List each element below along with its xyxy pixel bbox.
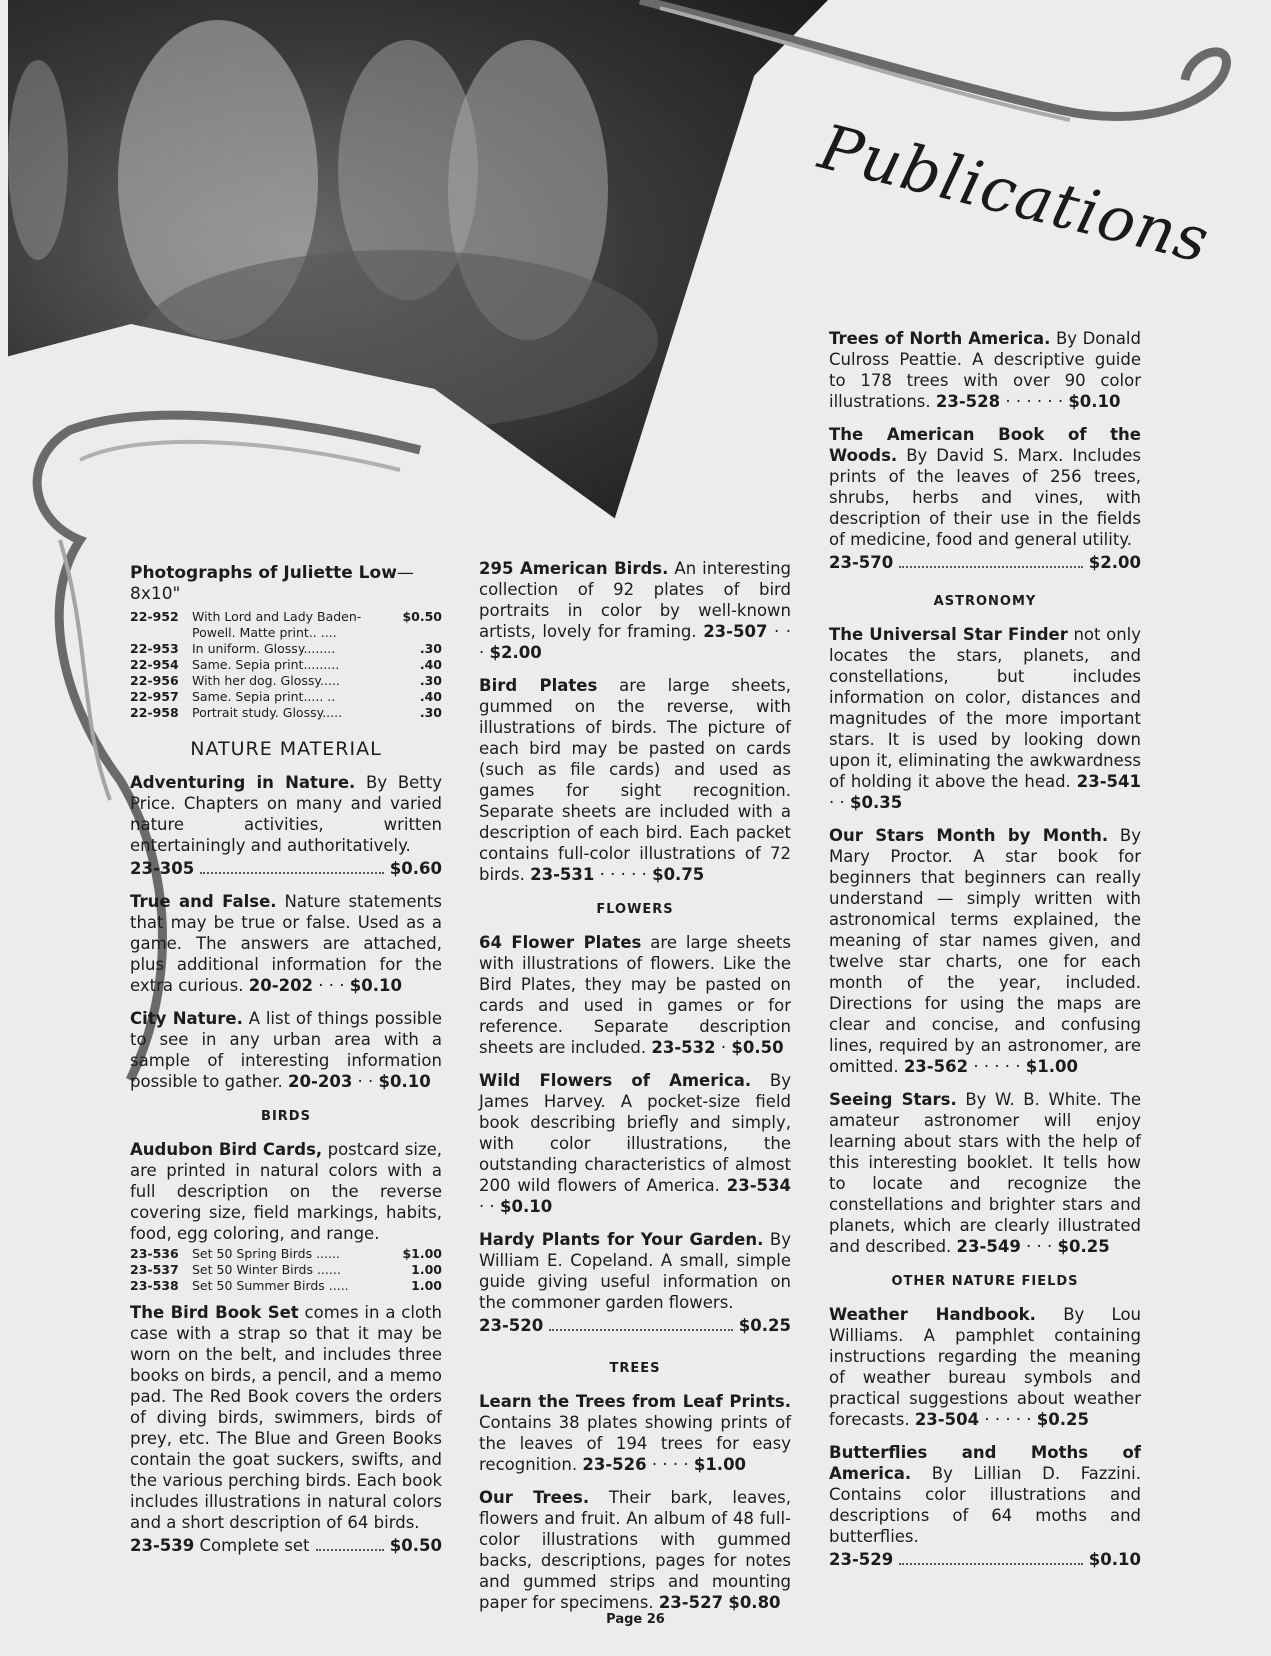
table-row: 22-957 Same. Sepia print..... .. .40 bbox=[130, 689, 442, 704]
column-2 bbox=[479, 558, 791, 1625]
item-american-birds: 295 American Birds. An interesting collection of 92 plates of bird portraits in color by well-known artists, lovely for framing. 23-507 · · · $2.00 bbox=[479, 559, 792, 662]
table-row: 22-958 Portrait study. Glossy..... .30 bbox=[130, 705, 442, 720]
item-bird-book: The Bird Book Set comes in a cloth case with a strap so that it may be worn on the belt, and includes three books on birds, a pencil, and a memo pad. The Red Book covers the orders of diving birds, swimmers, birds of prey, etc. The Blue and Green Books contain the goat suckers, swifts, and the various perching birds. Each book includes illustrations in natural colors and a short description of 64 birds. bbox=[130, 1303, 442, 1532]
page-title: Publications bbox=[812, 110, 1217, 278]
column-1 bbox=[130, 563, 442, 1556]
price-line: 23-520 $0.25 bbox=[479, 1316, 791, 1335]
item-our-trees: Our Trees. Their bark, leaves, flowers and fruit. An album of 48 full-color illustrations with gummed backs, descriptions, pages for notes and gummed strips and mounting paper for specimens. 23-527 $0.80 bbox=[479, 1488, 791, 1612]
item-weather-handbook: Weather Handbook. By Lou Williams. A pamphlet containing instructions regarding the meaning of weather bureau symbols and practical suggestions about weather forecasts. 23-504 · · · · · $0.25 bbox=[829, 1305, 1141, 1429]
table-row: 22-956 With her dog. Glossy..... .30 bbox=[130, 673, 442, 688]
item-trees-north-america: Trees of North America. By Donald Culross Peattie. A descriptive guide to 178 trees with over 90 color illustrations. 23-528 · · · · · · $0.10 bbox=[829, 329, 1141, 411]
table-row: 22-954 Same. Sepia print......... .40 bbox=[130, 657, 442, 672]
table-row: 22-952 With Lord and Lady Baden-Powell. Matte print.. .... $0.50 bbox=[130, 609, 442, 640]
item-star-finder: The Universal Star Finder not only locates the stars, planets, and constellations, but includes information on color, distances and magnitudes of the more important stars. It is used by looking down upon it, eliminating the awkwardness of holding it above the head. 23-541 · · $0.35 bbox=[829, 625, 1142, 812]
table-row: 23-536 Set 50 Spring Birds ...... $1.00 bbox=[130, 1246, 442, 1261]
other-nature-heading: OTHER NATURE FIELDS bbox=[891, 1274, 1079, 1289]
nature-material-heading: NATURE MATERIAL bbox=[190, 738, 382, 760]
price-line: 23-570 $2.00 bbox=[829, 553, 1141, 572]
table-row: 23-537 Set 50 Winter Birds ...... 1.00 bbox=[130, 1262, 442, 1277]
photographs-table bbox=[130, 609, 442, 721]
item-hardy-plants: Hardy Plants for Your Garden. By William E. Copeland. A small, simple guide giving useful information on the commoner garden flowers. bbox=[479, 1230, 791, 1312]
item-leaf-prints: Learn the Trees from Leaf Prints. Contains 38 plates showing prints of the leaves of 194 trees for easy recognition. 23-526 · · · · $1.00 bbox=[479, 1392, 791, 1474]
page-number: Page 26 bbox=[606, 1612, 665, 1627]
column-3 bbox=[829, 328, 1141, 1570]
astronomy-heading: ASTRONOMY bbox=[933, 594, 1037, 609]
flowers-heading: FLOWERS bbox=[596, 902, 674, 917]
table-row: 23-538 Set 50 Summer Birds ..... 1.00 bbox=[130, 1278, 442, 1293]
item-butterflies: Butterflies and Moths of America. By Lillian D. Fazzini. Contains color illustrations and descriptions of 64 moths and butterflies. bbox=[829, 1443, 1141, 1546]
birds-heading: BIRDS bbox=[261, 1109, 311, 1124]
table-row: 22-953 In uniform. Glossy........ .30 bbox=[130, 641, 442, 656]
item-seeing-stars: Seeing Stars. By W. B. White. The amateur astronomer will enjoy learning about stars with the help of this interesting booklet. It tells how to locate and recognize the constellations and brighter stars and planets, which are clearly illustrated and described. 23-549 · · · $0.25 bbox=[829, 1090, 1141, 1256]
price-line: 23-529 $0.10 bbox=[829, 1550, 1141, 1569]
item-flower-plates: 64 Flower Plates are large sheets with illustrations of flowers. Like the Bird Plates, they may be pasted on cards and used in games or for reference. Separate description sheets are included. 23-532 · $0.50 bbox=[479, 933, 791, 1057]
price-line: 23-305 $0.60 bbox=[130, 859, 442, 878]
item-american-book-woods: The American Book of the Woods. By David S. Marx. Includes prints of the leaves of 256 trees, shrubs, herbs and vines, with description of their use in the fields of medicine, food and general utility. bbox=[829, 425, 1142, 549]
item-audubon: Audubon Bird Cards, postcard size, are printed in natural colors with a full description on the reverse covering size, field markings, habits, food, egg coloring, and range. bbox=[130, 1140, 442, 1243]
trees-heading: TREES bbox=[609, 1361, 661, 1376]
item-bird-plates: Bird Plates are large sheets, gummed on the reverse, with illustrations of birds. The picture of each bird may be pasted on cards (such as file cards) and used as games for sight recognition. Separate sheets are included with a description of each bird. Each packet contains full-color illustrations of 72 birds. 23-531 · · · · · $0.75 bbox=[479, 676, 791, 884]
item-true-false: True and False. Nature statements that may be true or false. Used as a game. The answers are attached, plus additional information for the extra curious. 20-202 · · · $0.10 bbox=[130, 892, 443, 995]
item-city-nature: City Nature. A list of things possible to see in any urban area with a sample of interesting information possible to gather. 20-203 · · $0.10 bbox=[130, 1009, 443, 1091]
item-wild-flowers: Wild Flowers of America. By James Harvey. A pocket-size field book describing briefly and simply, with color illustrations, the outstanding characteristics of almost 200 wild flowers of America. 23-534 · · $0.10 bbox=[479, 1071, 791, 1216]
photographs-heading: Photographs of Juliette Low—8x10" bbox=[130, 563, 414, 604]
girl-scouts-photo bbox=[8, 0, 828, 540]
item-stars-month: Our Stars Month by Month. By Mary Proctor. A star book for beginners that beginners can really understand — simply written with astronomical terms explained, the meaning of star names given, and twelve star charts, one for each month of the year, included. Directions for using the maps are clear and concise, and confusing lines, required by an astronomer, are omitted. 23-562 · · · · · $1.00 bbox=[829, 826, 1142, 1076]
item-adventuring: Adventuring in Nature. By Betty Price. Chapters on many and varied nature activities, written entertainingly and authoritatively. bbox=[130, 773, 442, 855]
audubon-table bbox=[130, 1246, 442, 1294]
price-line: 23-539 Complete set $0.50 bbox=[130, 1536, 442, 1555]
